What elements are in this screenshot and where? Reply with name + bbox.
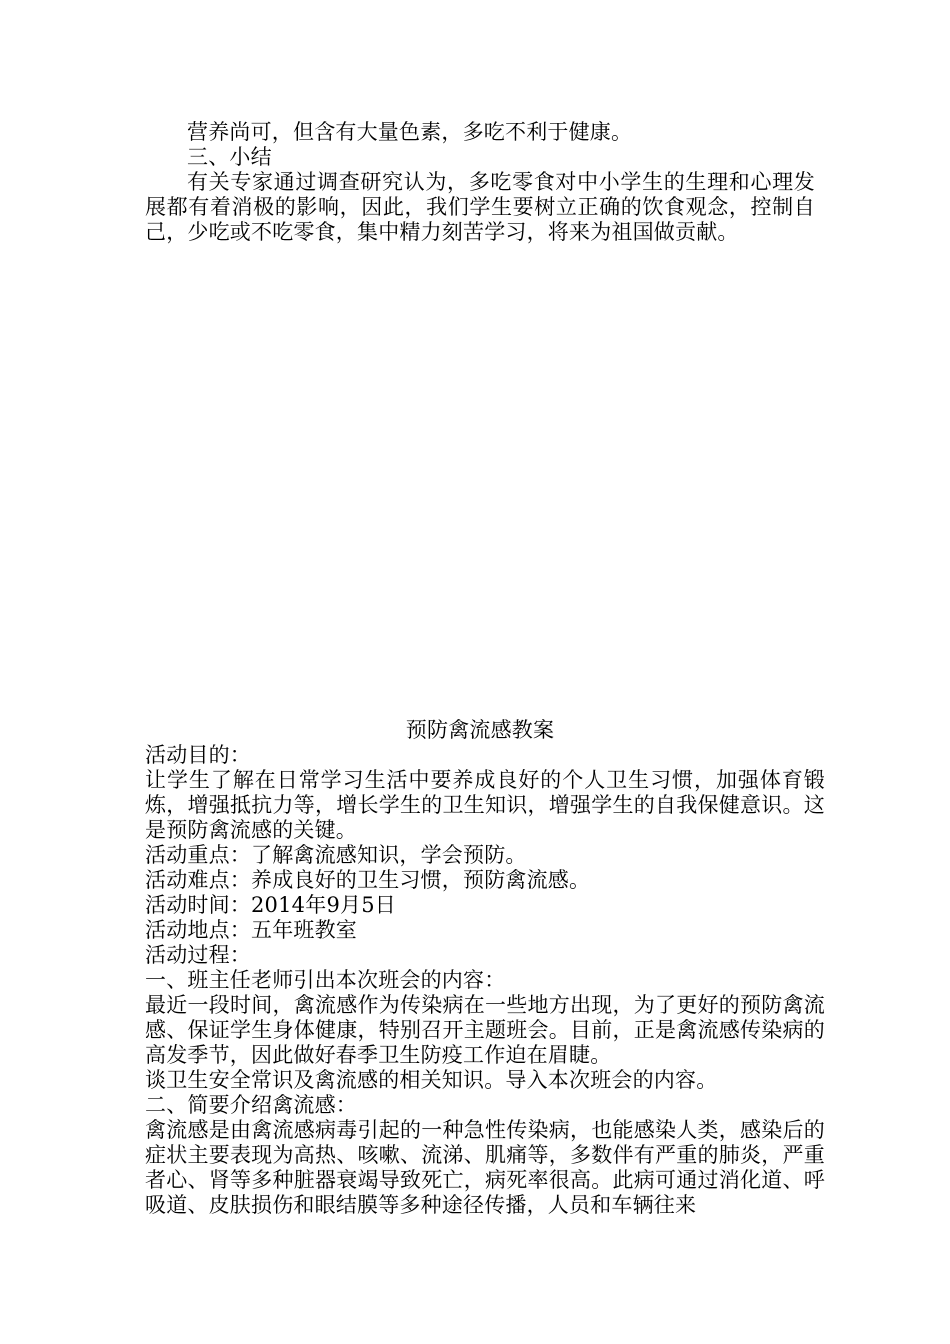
line-process-label: 活动过程： [145, 943, 251, 967]
paragraph: 营养尚可，但含有大量色素，多吃不利于健康。 [187, 120, 633, 144]
lesson-plan-section [145, 718, 825, 1218]
line-step-one-text: 最近一段时间，禽流感作为传染病在一些地方出现，为了更好的预防禽流感、保证学生身体健康，特别召开主题班会。目前，正是禽流感传染病的高发季节，因此做好春季卫生防疫工作迫在眉睫。 [145, 993, 825, 1067]
line-step-two-text: 禽流感是由禽流感病毒引起的一种急性传染病，也能感染人类，感染后的症状主要表现为高热、咳嗽、流涕、肌痛等，多数伴有严重的肺炎，严重者心、肾等多种脏器衰竭导致死亡，病死率很高。此病可通过消化道、呼吸道、皮肤损伤和眼结膜等多种途径传播，人员和车辆往来 [145, 1118, 825, 1217]
section-heading-summary: 三、小结 [187, 145, 272, 169]
line-difficulty: 活动难点：养成良好的卫生习惯，预防禽流感。 [145, 868, 591, 892]
line-step-two-heading: 二、简要介绍禽流感： [145, 1093, 357, 1117]
line-objective-text: 让学生了解在日常学习生活中要养成良好的个人卫生习惯，加强体育锻炼，增强抵抗力等，增长学生的卫生知识，增强学生的自我保健意识。这是预防禽流感的关键。 [145, 768, 825, 842]
line-objective-label: 活动目的： [145, 743, 251, 767]
snack-summary-section [145, 120, 815, 245]
line-step-one-heading: 一、班主任老师引出本次班会的内容： [145, 968, 506, 992]
paragraph: 有关专家通过调查研究认为，多吃零食对中小学生的生理和心理发展都有着消极的影响，因此，我们学生要树立正确的饮食观念，控制自己，少吃或不吃零食，集中精力刻苦学习，将来为祖国做贡献。 [145, 170, 815, 244]
line-key-point: 活动重点：了解禽流感知识，学会预防。 [145, 843, 527, 867]
line-step-one-intro: 谈卫生安全常识及禽流感的相关知识。导入本次班会的内容。 [145, 1068, 718, 1092]
line-time: 活动时间：2014年9月5日 [145, 893, 396, 917]
line-location: 活动地点：五年班教室 [145, 918, 357, 942]
document-title: 预防禽流感教案 [405, 718, 555, 742]
